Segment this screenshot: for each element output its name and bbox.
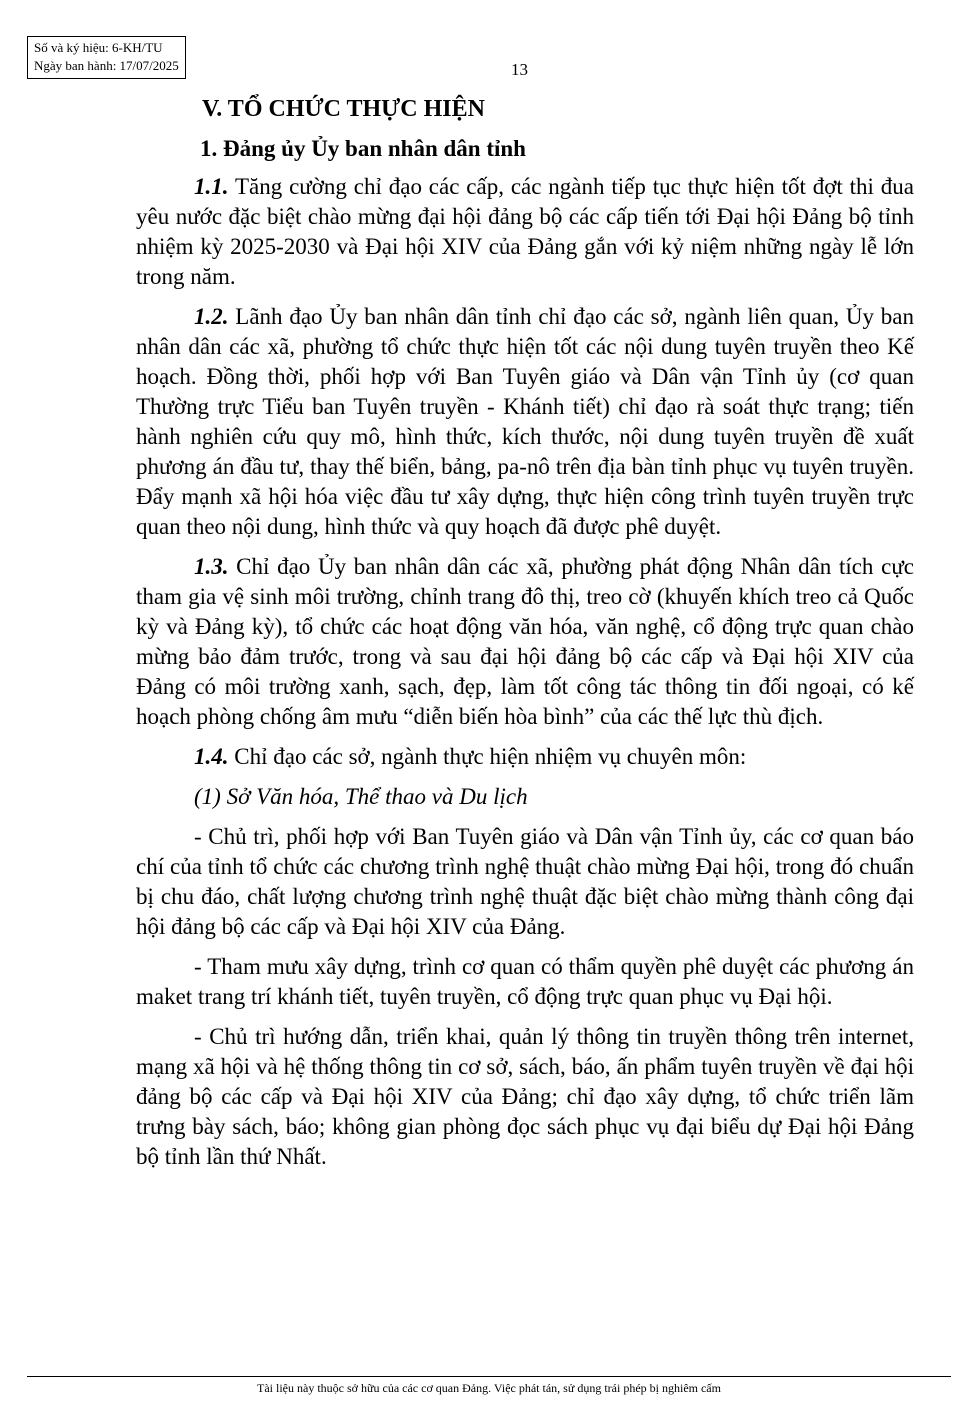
paragraph-number: 1.4. — [194, 744, 229, 769]
paragraph-number: 1.2. — [194, 304, 229, 329]
paragraph-text: Chỉ đạo Ủy ban nhân dân các xã, phường phát động Nhân dân tích cực tham gia vệ sinh môi trường, chỉnh trang đô thị, treo cờ (khuyến khích treo cả Quốc kỳ và Đảng kỳ), tổ chức các hoạt động văn hóa, văn nghệ, cổ động trực quan chào mừng bảo đảm trước, trong và sau đại hội đảng bộ các cấp và Đại hội XIV của Đảng có môi trường xanh, sạch, đẹp, làm tốt công tác thông tin đối ngoại, có kế hoạch phòng chống âm mưu “diễn biến hòa bình” của các thế lực thù địch. — [136, 554, 914, 729]
paragraph-number: 1.1. — [194, 174, 229, 199]
document-info-box — [27, 36, 186, 79]
agency-heading: (1) Sở Văn hóa, Thể thao và Du lịch — [194, 784, 528, 809]
footer-divider — [27, 1376, 951, 1377]
paragraph-text: Tăng cường chỉ đạo các cấp, các ngành tiếp tục thực hiện tốt đợt thi đua yêu nước đặc biệt chào mừng đại hội đảng bộ các cấp tiến tới Đại hội Đảng bộ tỉnh nhiệm kỳ 2025-2030 và Đại hội XIV của Đảng gắn với kỷ niệm những ngày lễ lớn trong năm. — [136, 174, 914, 289]
document-body — [136, 92, 914, 1182]
paragraph-1-4 — [136, 742, 914, 772]
issue-date: Ngày ban hành: 17/07/2025 — [34, 58, 179, 73]
section-title: V. TỔ CHỨC THỰC HIỆN — [202, 96, 485, 122]
page-number: 13 — [511, 60, 528, 79]
subsection-title: 1. Đảng ủy Ủy ban nhân dân tỉnh — [200, 136, 526, 161]
bullet-item: - Chủ trì hướng dẫn, triển khai, quản lý thông tin truyền thông trên internet, mạng xã hội và hệ thống thông tin cơ sở, sách, báo, ấn phẩm tuyên truyền về đại hội đảng bộ các cấp và Đại hội XIV của Đảng; chỉ đạo xây dựng, tổ chức triển lãm trưng bày sách, báo; không gian phòng đọc sách phục vụ đại biểu dự Đại hội Đảng bộ tỉnh lần thứ Nhất. — [136, 1024, 914, 1169]
paragraph-1-3 — [136, 552, 914, 732]
paragraph-1-1 — [136, 172, 914, 292]
paragraph-text: Chỉ đạo các sở, ngành thực hiện nhiệm vụ chuyên môn: — [228, 744, 747, 769]
paragraph-text: Lãnh đạo Ủy ban nhân dân tỉnh chỉ đạo các sở, ngành liên quan, Ủy ban nhân dân các xã, phường tổ chức thực hiện tốt các nội dung tuyên truyền theo Kế hoạch. Đồng thời, phối hợp với Ban Tuyên giáo và Dân vận Tỉnh ủy (cơ quan Thường trực Tiểu ban Tuyên truyền - Khánh tiết) chỉ đạo rà soát thực trạng; tiến hành nghiên cứu quy mô, hình thức, kích thước, nội dung tuyên truyền đề xuất phương án đầu tư, thay thế biển, bảng, pa-nô trên địa bàn tỉnh phục vụ tuyên truyền. Đẩy mạnh xã hội hóa việc đầu tư xây dựng, thực hiện công trình tuyên truyền trực quan theo nội dung, hình thức và quy hoạch đã được phê duyệt. — [136, 304, 914, 539]
footer-notice: Tài liệu này thuộc sở hữu của các cơ quan Đảng. Việc phát tán, sử dụng trái phép bị nghiêm cấm — [257, 1381, 721, 1395]
paragraph-number: 1.3. — [194, 554, 229, 579]
paragraph-1-2 — [136, 302, 914, 542]
bullet-item: - Chủ trì, phối hợp với Ban Tuyên giáo và Dân vận Tỉnh ủy, các cơ quan báo chí của tỉnh tổ chức các chương trình nghệ thuật chào mừng Đại hội, trong đó chuẩn bị chu đáo, chất lượng chương trình nghệ thuật đặc biệt chào mừng thành công đại hội đảng bộ các cấp và Đại hội XIV của Đảng. — [136, 824, 914, 939]
bullet-item: - Tham mưu xây dựng, trình cơ quan có thẩm quyền phê duyệt các phương án maket trang trí khánh tiết, tuyên truyền, cổ động trực quan phục vụ Đại hội. — [136, 954, 914, 1009]
document-number: Số và ký hiệu: 6-KH/TU — [34, 40, 163, 55]
